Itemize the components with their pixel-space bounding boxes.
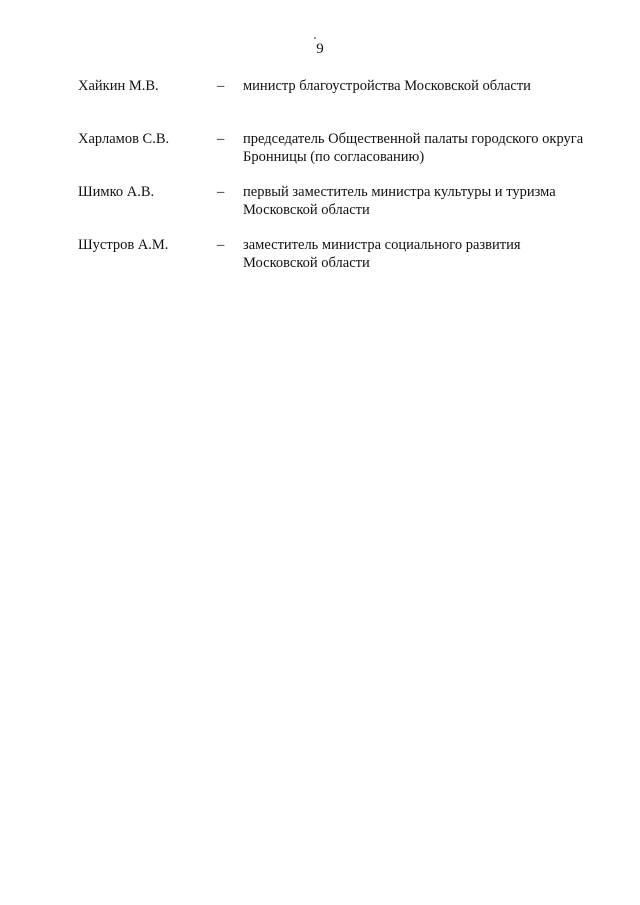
member-list: [0, 77, 640, 289]
member-position: [243, 236, 613, 272]
member-position: [243, 183, 613, 219]
position-line: заместитель министра социального развития: [243, 237, 521, 253]
member-name: Хайкин М.В.: [78, 78, 159, 94]
member-name: Харламов С.В.: [78, 131, 170, 147]
list-item: [0, 77, 640, 130]
dash-separator: –: [217, 78, 225, 94]
list-item: [0, 183, 640, 236]
member-position: [243, 77, 613, 95]
position-line: первый заместитель министра культуры и туризма: [243, 184, 556, 200]
page-number: 9: [316, 41, 324, 57]
list-item: [0, 130, 640, 183]
dash-separator: –: [217, 131, 225, 147]
position-line: председатель Общественной палаты городского округа: [243, 131, 584, 147]
scan-speck: [314, 37, 316, 39]
list-item: [0, 236, 640, 289]
dash-separator: –: [217, 237, 225, 253]
position-line: Бронницы (по согласованию): [243, 149, 425, 165]
dash-separator: –: [217, 184, 225, 200]
position-line: Московской области: [243, 202, 370, 218]
member-position: [243, 130, 613, 166]
position-line: министр благоустройства Московской области: [243, 78, 531, 94]
member-name: Шустров А.М.: [78, 237, 169, 253]
member-name: Шимко А.В.: [78, 184, 155, 200]
position-line: Московской области: [243, 255, 370, 271]
